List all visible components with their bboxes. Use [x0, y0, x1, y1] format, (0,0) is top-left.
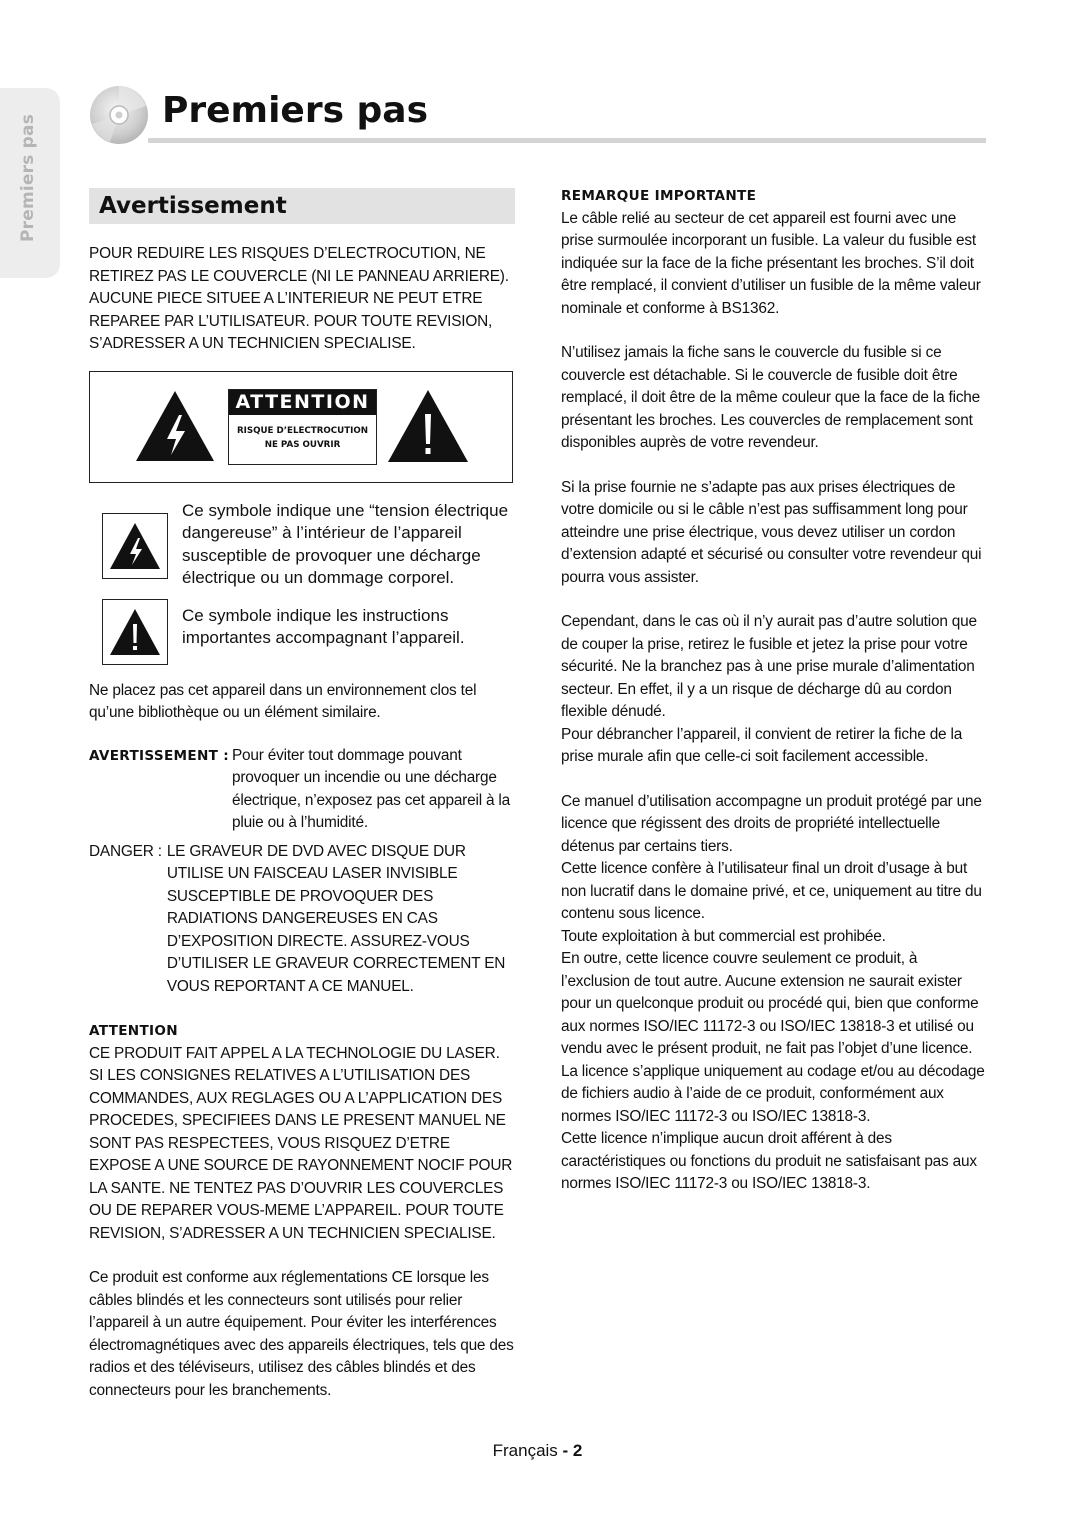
page-number: - 2 [562, 1441, 583, 1460]
license-paragraph-5: La licence s’applique uniquement au codage et/ou au décodage de fichiers audio à l’aide de ce produit, conformément aux normes ISO/IEC 11172-3 ou ISO/IEC 13818-3. [561, 1062, 985, 1125]
important-note-heading: REMARQUE IMPORTANTE [561, 188, 757, 204]
exclamation-triangle-icon [109, 608, 161, 656]
license-paragraph-6: Cette licence n’implique aucun droit afférent à des caractéristiques ou fonctions du produit ne satisfaisant pas aux normes ISO/IEC 11172-3 ou ISO/IEC 13818-3. [561, 1130, 977, 1192]
attention-label-line2: NE PAS OUVRIR [264, 439, 341, 450]
attention-label [228, 389, 377, 465]
avertissement-block [89, 745, 515, 835]
intro-warning-text: POUR REDUIRE LES RISQUES D’ELECTROCUTION, NE RETIREZ PAS LE COUVERCLE (NI LE PANNEAU ARRIERE). AUCUNE PIECE SITUEE A L’INTERIEUR NE PEUT ETRE REPAREE PAR L’UTILISATEUR. POUR TOUTE REVISION, S’ADRESSER A UN TECHNICIEN SPECIALISE. [89, 245, 509, 352]
danger-text: LE GRAVEUR DE DVD AVEC DISQUE DUR UTILISE UN FAISCEAU LASER INVISIBLE SUSCEPTIBLE DE PROVOQUER DES RADIATIONS DANGEREUSES EN CAS D’EXPOSITION DIRECTE. ASSUREZ-VOUS D’UTILISER LE GRAVEUR CORRECTEMENT EN VOUS REPORTANT A CE MANUEL. [166, 842, 506, 995]
instructions-symbol-frame [102, 599, 168, 665]
title-rule [148, 138, 986, 143]
license-paragraph-2: Cette licence confère à l’utilisateur final un droit d’usage à but non lucratif dans le domaine privé, et ce, uniquement au titre du contenu sous licence. [561, 860, 982, 922]
lightning-triangle-icon [109, 522, 161, 570]
left-column [89, 188, 515, 1402]
page-title: Premiers pas [162, 90, 429, 131]
danger-label: DANGER : [89, 842, 162, 860]
section-header [89, 188, 515, 224]
instructions-symbol-row [89, 605, 515, 650]
note-paragraph-5: Pour débrancher l’appareil, il convient de retirer la fiche de la prise murale afin que celle-ci soit facilement accessible. [561, 725, 963, 765]
page-footer [0, 1441, 1075, 1461]
right-column [561, 185, 989, 1196]
exclamation-warning-icon [386, 388, 470, 464]
avertissement-label: AVERTISSEMENT : [89, 747, 229, 764]
license-paragraph-4: En outre, cette licence couvre seulement ce produit, à l’exclusion de tout autre. Aucune extension ne saurait exister pour un quelconque produit ou procédé qui, bien que conforme aux normes ISO/IEC 11172-3 ou ISO/IEC 13818-3 et utilisé ou vendu avec le présent produit, ne fait pas l’objet d’une licence. [561, 950, 979, 1057]
note-paragraph-2: N’utilisez jamais la fiche sans le couvercle du fusible si ce couvercle est détachable. Si le couvercle de fusible doit être remplacé, il doit être de la même couleur que la face de la fiche présentant les broches. Les couvercles de remplacement sont disponibles auprès de votre revendeur. [561, 344, 981, 451]
disc-icon [88, 84, 150, 146]
attention-label-subtitle [229, 424, 376, 452]
avertissement-text: Pour éviter tout dommage pouvant provoquer un incendie ou une décharge électrique, n’exposez pas cet appareil à la pluie ou à l’humidité. [231, 746, 510, 831]
note-paragraph-1: Le câble relié au secteur de cet appareil est fourni avec une prise surmoulée incorporant un fusible. La valeur du fusible est indiquée sur la face de la fiche présentant les broches. S’il doit être remplacé, il convient d’utiliser un fusible de la même valeur nominale et conforme à BS1362. [561, 209, 981, 317]
voltage-symbol-frame [102, 513, 168, 579]
attention-heading: ATTENTION [89, 1023, 178, 1039]
attention-text: CE PRODUIT FAIT APPEL A LA TECHNOLOGIE DU LASER. SI LES CONSIGNES RELATIVES A L’UTILISATION DES COMMANDES, AUX REGLAGES OU A L’APPLICATION DES PROCEDES, SPECIFIEES DANS LE PRESENT MANUEL NE SONT PAS RESPECTEES, VOUS RISQUEZ D’ETRE EXPOSE A UNE SOURCE DE RAYONNEMENT NOCIF POUR LA SANTE. NE TENTEZ PAS D’OUVRIR LES COUVERCLES OU DE REPARER VOUS-MEME L’APPAREIL. POUR TOUTE REVISION, S’ADRESSER A UN TECHNICIEN SPECIALISE. [89, 1044, 513, 1242]
attention-label-title: ATTENTION [229, 390, 376, 415]
placement-text: Ne placez pas cet appareil dans un environnement clos tel qu’une bibliothèque ou un élément similaire. [89, 681, 477, 721]
voltage-symbol-text: Ce symbole indique une “tension électrique dangereuse” à l’intérieur de l’appareil susceptible de provoquer une décharge électrique ou un dommage corporel. [182, 500, 509, 587]
voltage-symbol-row [89, 500, 515, 590]
instructions-symbol-text: Ce symbole indique les instructions importantes accompagnant l’appareil. [182, 605, 465, 647]
note-paragraph-4: Cependant, dans le cas où il n’y aurait pas d’autre solution que de couper la prise, retirez le fusible et jetez la prise pour votre sécurité. Ne la branchez pas à une prise murale d’alimentation secteur. En effet, il y a un risque de décharge dû au cordon flexible dénudé. [561, 613, 977, 720]
note-paragraph-3: Si la prise fournie ne s’adapte pas aux prises électriques de votre domicile ou si le câble n’est pas suffisamment long pour atteindre une prise électrique, vous devez utiliser un cordon d’extension adapté et sécurisé ou consulter votre revendeur qui pourra vous assister. [561, 478, 982, 586]
license-paragraph-1: Ce manuel d’utilisation accompagne un produit protégé par une licence que régissent des droits de propriété intellectuelle détenus par certains tiers. [561, 792, 982, 855]
side-tab-label: Premiers pas [18, 113, 38, 242]
warning-label-box [89, 371, 513, 483]
attention-label-line1: RISQUE D’ELECTROCUTION [236, 425, 369, 436]
license-paragraph-3: Toute exploitation à but commercial est prohibée. [561, 927, 886, 945]
electric-shock-warning-icon [134, 389, 216, 463]
ce-compliance-text: Ce produit est conforme aux réglementations CE lorsque les câbles blindés et les connecteurs sont utilisés pour relier l’appareil à un autre équipement. Pour éviter les interférences électromagnétiques avec des appareils électriques, tels que des radios et des téléviseurs, utilisez des câbles blindés et des connecteurs pour les branchements. [89, 1269, 514, 1399]
danger-block [89, 841, 515, 999]
footer-language: Français [492, 1441, 558, 1460]
section-title: Avertissement [99, 193, 287, 219]
